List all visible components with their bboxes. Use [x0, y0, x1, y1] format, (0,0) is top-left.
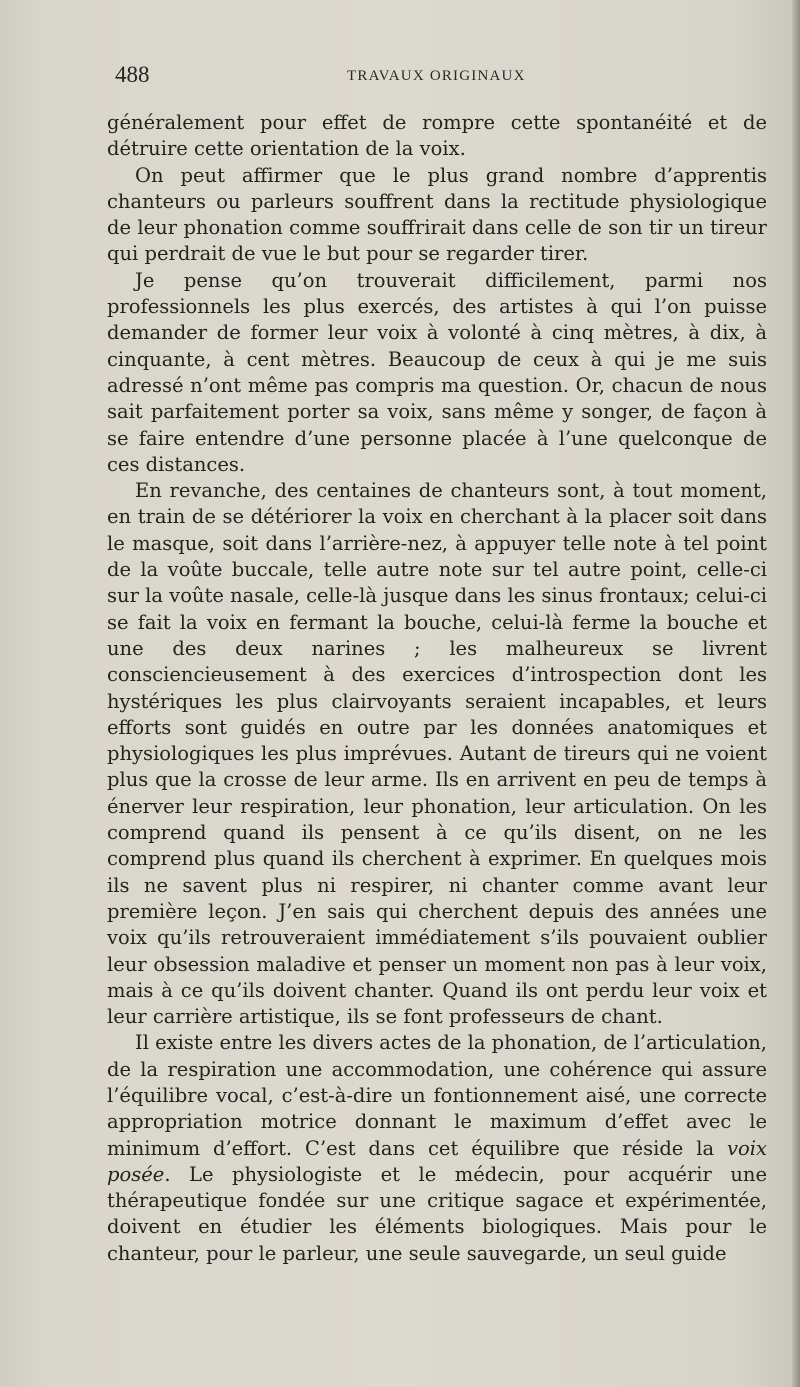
- page-number: 488: [115, 62, 150, 87]
- body-text: [107, 110, 767, 1267]
- running-title: TRAVAUX ORIGINAUX: [347, 68, 526, 84]
- paragraph-text-end: . Le physiologiste et le médecin, pour acquérir une thérapeutique fondée sur une critique sagace et expérimentée, doivent en étudier les éléments biologiques. Mais pour le chanteur, pour le parleur, une seule sauvegarde, un seul guide: [107, 1162, 767, 1265]
- paragraph-last: [107, 1030, 767, 1267]
- paragraph: En revanche, des centaines de chanteurs sont, à tout moment, en train de se détériorer la voix en cherchant à la placer soit dans le masque, soit dans l’arrière-nez, à appuyer telle note à tel point de la voûte buccale, telle autre note sur tel autre point, celle-ci sur la voûte nasale, celle-là jusque dans les sinus frontaux; celui-ci se fait la voix en fermant la bouche, celui-là ferme la bouche et une des deux narines ; les malheureux se livrent consciencieusement à des exercices d’introspection dont les hystériques les plus clairvoyants seraient incapables, et leurs efforts sont guidés en outre par les données anatomiques et physiologiques les plus imprévues. Autant de tireurs qui ne voient plus que la crosse de leur arme. Ils en arrivent en peu de temps à énerver leur respiration, leur phonation, leur articulation. On les comprend quand ils pensent à ce qu’ils disent, on ne les comprend plus quand ils cherchent à exprimer. En quelques mois ils ne savent plus ni respirer, ni chanter comme avant leur première leçon. J’en sais qui cherchent depuis des années une voix qu’ils retrouveraient immédiatement s’ils pouvaient oublier leur obsession maladive et penser un moment non pas à leur voix, mais à ce qu’ils doivent chanter. Quand ils ont perdu leur voix et leur carrière artistique, ils se font professeurs de chant.: [107, 479, 767, 1029]
- page-header: [115, 62, 765, 94]
- paragraph-text-start: Il existe entre les divers actes de la phonation, de l’articulation, de la respiration une accommodation, une cohérence qui assure l’équilibre vocal, c’est-à-dire un fontionnement aisé, une correcte appropriation motrice donnant le maximum d’effet avec le minimum d’effort. C’est dans cet équilibre que réside la: [107, 1031, 768, 1160]
- paragraph-continuation: généralement pour effet de rompre cette spontanéité et de détruire cette orientation de la voix.: [107, 111, 767, 161]
- italic-term: voix posée: [107, 1136, 767, 1186]
- paragraph: Je pense qu’on trouverait difficilement, parmi nos professionnels les plus exercés, des artistes à qui l’on puisse demander de former leur voix à volonté à cinq mètres, à dix, à cinquante, à cent mètres. Beaucoup de ceux à qui je me suis adressé n’ont même pas compris ma question. Or, chacun de nous sait parfaitement porter sa voix, sans même y songer, de façon à se faire entendre d’une personne placée à l’une quelconque de ces distances.: [107, 268, 767, 476]
- page-edge: [792, 0, 800, 1387]
- paragraph: On peut affirmer que le plus grand nombre d’apprentis chanteurs ou parleurs souffrent dans la rectitude physiologique de leur phonation comme souffrirait dans celle de son tir un tireur qui perdrait de vue le but pour se regarder tirer.: [107, 163, 767, 266]
